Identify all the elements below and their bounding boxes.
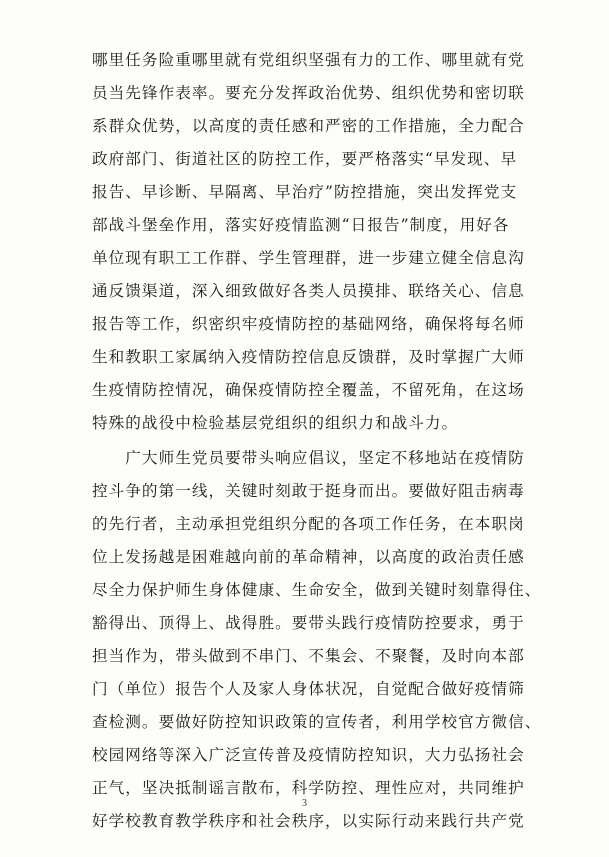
- paragraph-2: [92, 442, 542, 838]
- text-line: 尽全力保护师生身体健康、生命安全，做到关键时刻靠得住、: [92, 581, 542, 599]
- text-line: 报告、早诊断、早隔离、早治疗”防控措施，突出发挥党支: [92, 183, 518, 201]
- text-line: 位上发扬越是困难越向前的革命精神，以高度的政治责任感: [92, 548, 525, 566]
- paragraph-1: [92, 44, 525, 440]
- text-line: 报告等工作，织密织牢疫情防控的基础网络，确保将每名师: [92, 315, 525, 333]
- text-line: 特殊的战役中检验基层党组织的组织力和战斗力。: [92, 414, 459, 432]
- text-line: 广大师生党员要带头响应倡议，坚定不移地站在疫情防: [92, 449, 525, 467]
- text-line: 政府部门、街道社区的防控工作，要严格落实“早发现、早: [92, 150, 518, 168]
- text-line: 控斗争的第一线，关键时刻敢于挺身而出。要做好阻击病毒: [92, 482, 525, 500]
- body-text: [92, 44, 542, 838]
- text-line: 员当先锋作表率。要充分发挥政治优势、组织优势和密切联: [92, 84, 525, 102]
- text-line: 正气，坚决抵制谣言散布，科学防控、理性应对，共同维护: [92, 779, 525, 797]
- text-line: 哪里任务险重哪里就有党组织坚强有力的工作、哪里就有党: [92, 51, 525, 69]
- text-line: 系群众优势，以高度的责任感和严密的工作措施，全力配合: [92, 117, 525, 135]
- text-line: 担当作为，带头做到不串门、不集会、不聚餐，及时向本部: [92, 647, 525, 665]
- page-number: 3: [302, 798, 307, 809]
- text-line: 豁得出、顶得上、战得胜。要带头践行疫情防控要求，勇于: [92, 614, 525, 632]
- text-line: 门（单位）报告个人及家人身体状况，自觉配合做好疫情筛: [92, 680, 525, 698]
- text-line: 校园网络等深入广泛宣传普及疫情防控知识，大力弘扬社会: [92, 746, 525, 764]
- text-line: 查检测。要做好防控知识政策的宣传者，利用学校官方微信、: [92, 713, 542, 731]
- text-line: 生疫情防控情况，确保疫情防控全覆盖，不留死角，在这场: [92, 381, 525, 399]
- text-line: 的先行者，主动承担党组织分配的各项工作任务，在本职岗: [92, 515, 525, 533]
- text-line: 部战斗堡垒作用，落实好疫情监测“日报告”制度，用好各: [92, 216, 510, 234]
- text-line: 好学校教育教学秩序和社会秩序，以实际行动来践行共产党: [92, 812, 525, 830]
- text-line: 生和教职工家属纳入疫情防控信息反馈群，及时掌握广大师: [92, 348, 525, 366]
- text-line: 通反馈渠道，深入细致做好各类人员摸排、联络关心、信息: [92, 282, 525, 300]
- text-line: 单位现有职工工作群、学生管理群，进一步建立健全信息沟: [92, 249, 525, 267]
